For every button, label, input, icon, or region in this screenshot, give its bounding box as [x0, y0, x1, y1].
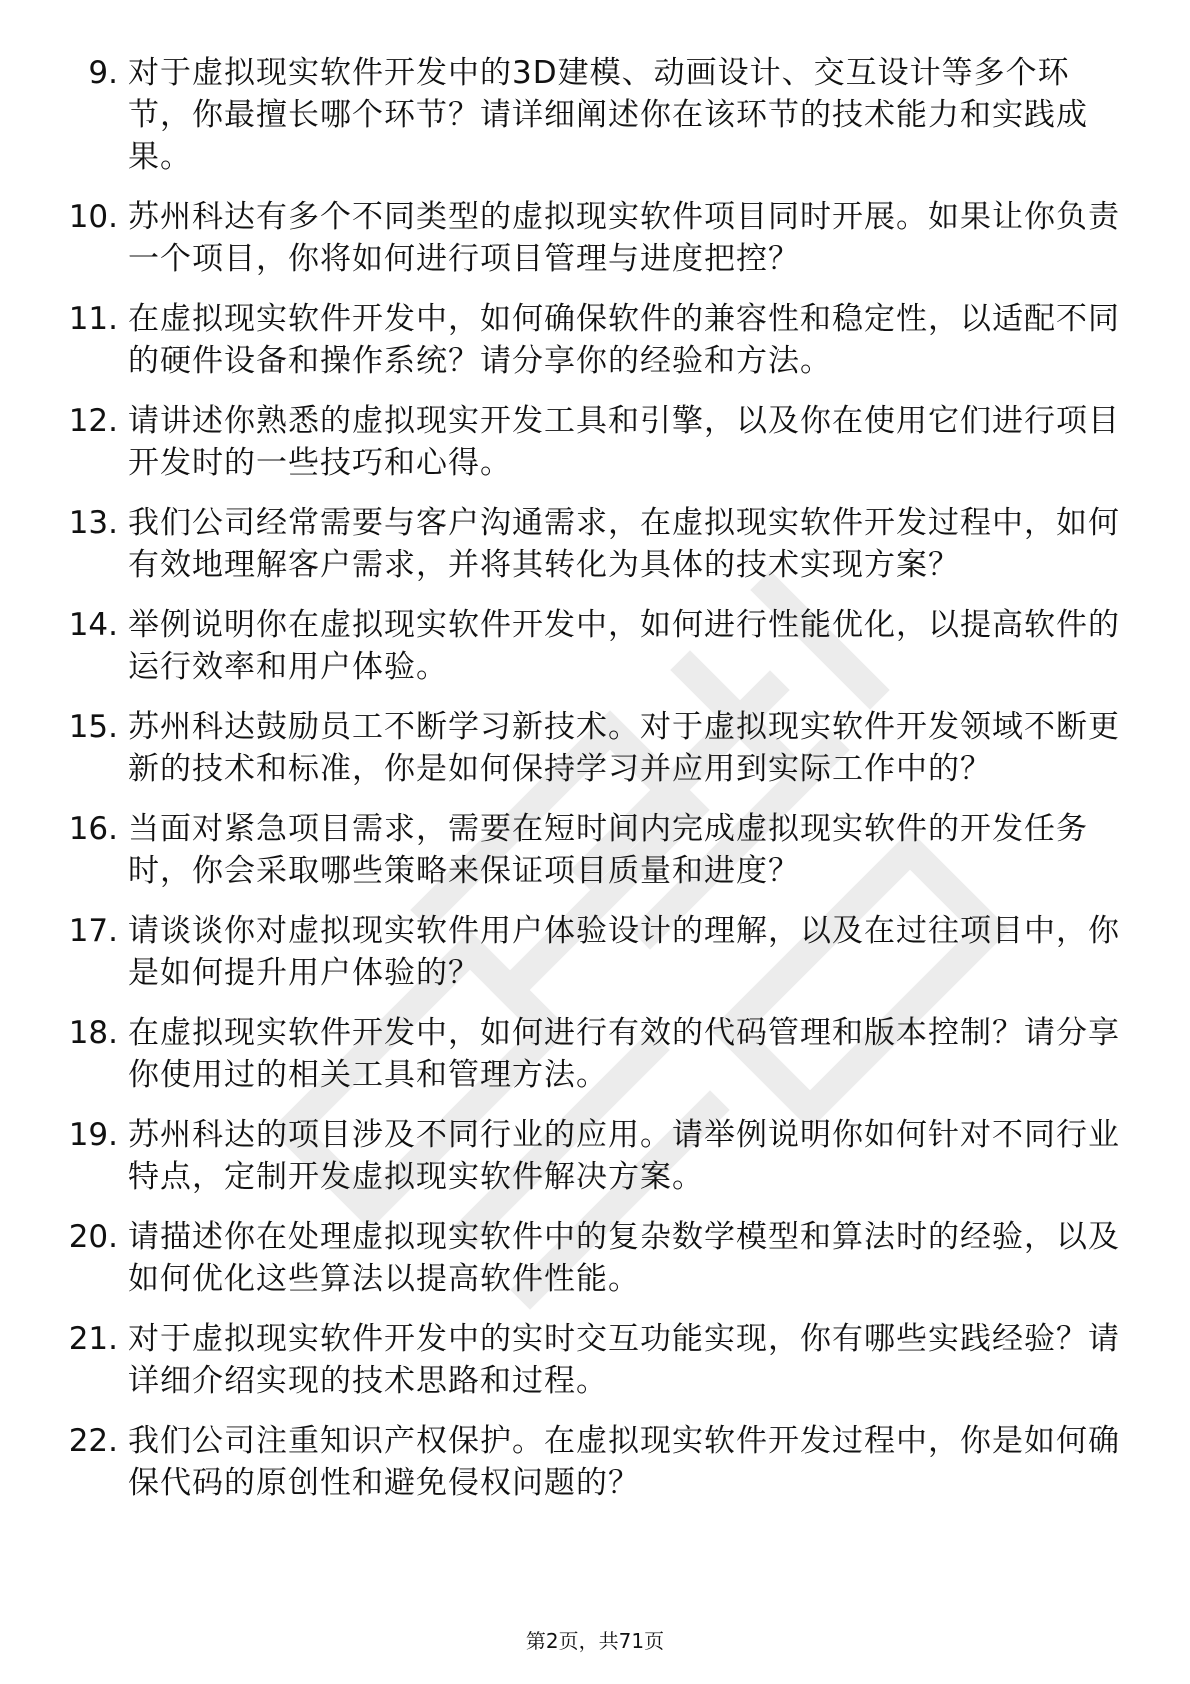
question-number: 19. [68, 1117, 118, 1153]
question-item [60, 1216, 1120, 1300]
question-text: 请讲述你熟悉的虚拟现实开发工具和引擎，以及你在使用它们进行项目开发时的一些技巧和心得。 [128, 403, 1120, 481]
question-item [60, 400, 1120, 484]
question-text: 举例说明你在虚拟现实软件开发中，如何进行性能优化，以提高软件的运行效率和用户体验。 [128, 607, 1120, 685]
question-item [60, 808, 1120, 892]
question-text: 在虚拟现实软件开发中，如何确保软件的兼容性和稳定性，以适配不同的硬件设备和操作系统？请分享你的经验和方法。 [128, 301, 1120, 379]
page-footer [0, 1628, 1190, 1654]
question-item [60, 298, 1120, 382]
question-text: 苏州科达有多个不同类型的虚拟现实软件项目同时开展。如果让你负责一个项目，你将如何进行项目管理与进度把控？ [128, 199, 1120, 277]
question-item [60, 706, 1120, 790]
question-number: 10. [68, 199, 118, 235]
question-item [60, 604, 1120, 688]
question-item [60, 196, 1120, 280]
question-text: 对于虚拟现实软件开发中的3D建模、动画设计、交互设计等多个环节，你最擅长哪个环节？请详细阐述你在该环节的技术能力和实践成果。 [128, 55, 1088, 175]
question-text: 苏州科达的项目涉及不同行业的应用。请举例说明你如何针对不同行业特点，定制开发虚拟现实软件解决方案。 [128, 1117, 1120, 1195]
question-number: 17. [68, 913, 118, 949]
page-number-label: 第2页，共71页 [525, 1629, 665, 1653]
question-number: 16. [68, 811, 118, 847]
question-number: 13. [68, 505, 118, 541]
question-text: 对于虚拟现实软件开发中的实时交互功能实现，你有哪些实践经验？请详细介绍实现的技术思路和过程。 [128, 1321, 1120, 1399]
question-item [60, 1012, 1120, 1096]
question-number: 9. [88, 55, 118, 91]
question-text: 当面对紧急项目需求，需要在短时间内完成虚拟现实软件的开发任务时，你会采取哪些策略来保证项目质量和进度？ [128, 811, 1088, 889]
question-item [60, 1420, 1120, 1504]
question-text: 我们公司注重知识产权保护。在虚拟现实软件开发过程中，你是如何确保代码的原创性和避免侵权问题的？ [128, 1423, 1120, 1501]
question-item [60, 1318, 1120, 1402]
question-text: 我们公司经常需要与客户沟通需求，在虚拟现实软件开发过程中，如何有效地理解客户需求，并将其转化为具体的技术实现方案？ [128, 505, 1120, 583]
question-number: 18. [68, 1015, 118, 1051]
question-number: 21. [68, 1321, 118, 1357]
question-item [60, 502, 1120, 586]
question-text: 请描述你在处理虚拟现实软件中的复杂数学模型和算法时的经验，以及如何优化这些算法以提高软件性能。 [128, 1219, 1120, 1297]
question-list [60, 52, 1120, 1522]
question-number: 14. [68, 607, 118, 643]
question-item [60, 910, 1120, 994]
question-item [60, 1114, 1120, 1198]
question-number: 12. [68, 403, 118, 439]
question-number: 11. [68, 301, 118, 337]
question-item [60, 52, 1120, 178]
question-number: 15. [68, 709, 118, 745]
question-number: 22. [68, 1423, 118, 1459]
question-number: 20. [68, 1219, 118, 1255]
question-text: 请谈谈你对虚拟现实软件用户体验设计的理解，以及在过往项目中，你是如何提升用户体验的？ [128, 913, 1120, 991]
question-text: 苏州科达鼓励员工不断学习新技术。对于虚拟现实软件开发领域不断更新的技术和标准，你是如何保持学习并应用到实际工作中的？ [128, 709, 1120, 787]
question-text: 在虚拟现实软件开发中，如何进行有效的代码管理和版本控制？请分享你使用过的相关工具和管理方法。 [128, 1015, 1120, 1093]
